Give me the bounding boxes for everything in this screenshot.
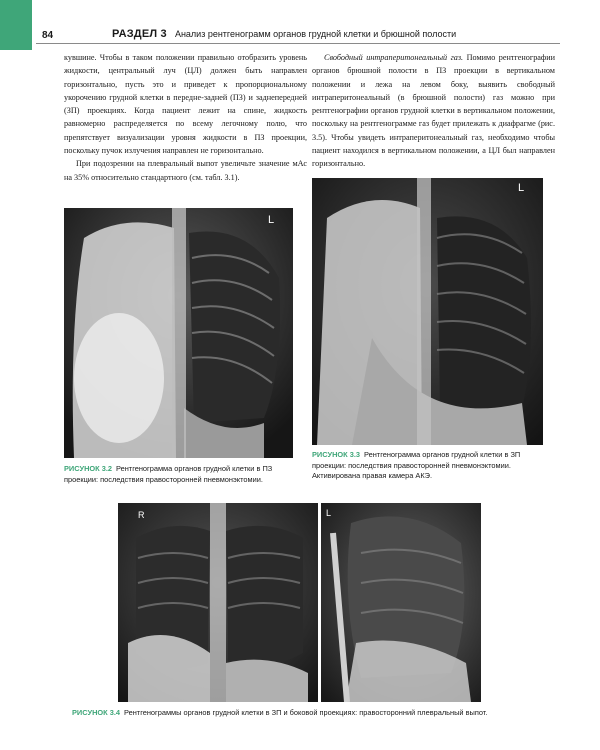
figure-3-4-label: РИСУНОК 3.4 xyxy=(72,708,121,717)
figure-3-3-caption xyxy=(312,450,544,482)
section-title: Анализ рентгенограмм органов грудной клетки и брюшной полости xyxy=(174,29,457,39)
xray-image xyxy=(64,208,293,458)
section-color-tab xyxy=(0,0,32,50)
running-header xyxy=(112,28,456,40)
page-number: 84 xyxy=(42,30,54,41)
xray-image xyxy=(118,503,318,702)
paragraph-free-gas xyxy=(312,51,555,171)
xray-image xyxy=(312,178,543,445)
figure-3-2-side-marker: L xyxy=(268,214,275,226)
paragraph-continued: кувшине. Чтобы в таком положении правильно отобразить уровень жидкости, центральный луч (ЦЛ) должен быть направлен горизонтально, пусть это и приведет к пропорциональному укорочению грудной клетки в передне-задней (ПЗ) и заднепередней (ЗП) проекциях. Когда пациент лежит на спине, жидкость равномерно распределяется по всему легочному полю, что препятствует визуализации уровня жидкости в ПЗ проекции, поскольку пучок излучения направлен не горизонтально. xyxy=(64,53,307,156)
run-in-heading: Свободный интраперитонеальный газ. xyxy=(324,53,464,62)
figure-3-4-pa-xray xyxy=(118,503,318,702)
figure-3-2-caption-text: Рентгенограмма органов грудной клетки в ПЗ проекции: последствия правосторонней пневмонэктомии. xyxy=(64,464,273,484)
figure-3-3-caption-text: Рентгенограмма органов грудной клетки в ЗП проекции: последствия правосторонней пневмонэктомии. Активирована правая камера АКЭ. xyxy=(312,450,521,480)
header-rule xyxy=(36,43,560,44)
figure-3-4-caption-text: Рентгенограммы органов грудной клетки в ЗП и боковой проекциях: правосторонний плевральный выпот. xyxy=(124,708,488,717)
paragraph-free-gas-text: Помимо рентгенографии органов брюшной полости в ПЗ проекции в вертикальном положении и лежа на левом боку, выявить свободный интраперитонеальный (в брюшной полости) газ можно при рентгенографии органов грудной клетки в вертикальном положении, поскольку на рентгенограмме газ будет прилежать к диафрагме (рис. 3.5). Чтобы увидеть интраперитонеальный газ, необходимо чтобы пациент находился в вертикальном положении, а ЦЛ был направлен горизонтально. xyxy=(312,53,555,169)
figure-3-4-pa-side-marker: R xyxy=(138,510,145,520)
figure-3-4-caption xyxy=(72,708,542,719)
figure-3-3-label: РИСУНОК 3.3 xyxy=(312,450,361,459)
figure-3-4-lateral-side-marker: L xyxy=(326,508,332,518)
figure-3-2-xray xyxy=(64,208,293,458)
figure-3-2-label: РИСУНОК 3.2 xyxy=(64,464,113,473)
section-label: РАЗДЕЛ 3 xyxy=(112,28,167,40)
figure-3-2-caption xyxy=(64,464,296,485)
text-column-right xyxy=(312,51,555,171)
figure-3-4-lateral-xray xyxy=(321,503,481,702)
figure-3-3-side-marker: L xyxy=(518,182,525,194)
paragraph-effusion-mas: При подозрении на плевральный выпот увеличьте значение мАс на 35% относительно стандартного (см. табл. 3.1). xyxy=(64,159,307,182)
text-column-left xyxy=(64,51,307,184)
figure-3-3-xray xyxy=(312,178,543,445)
xray-image xyxy=(321,503,481,702)
